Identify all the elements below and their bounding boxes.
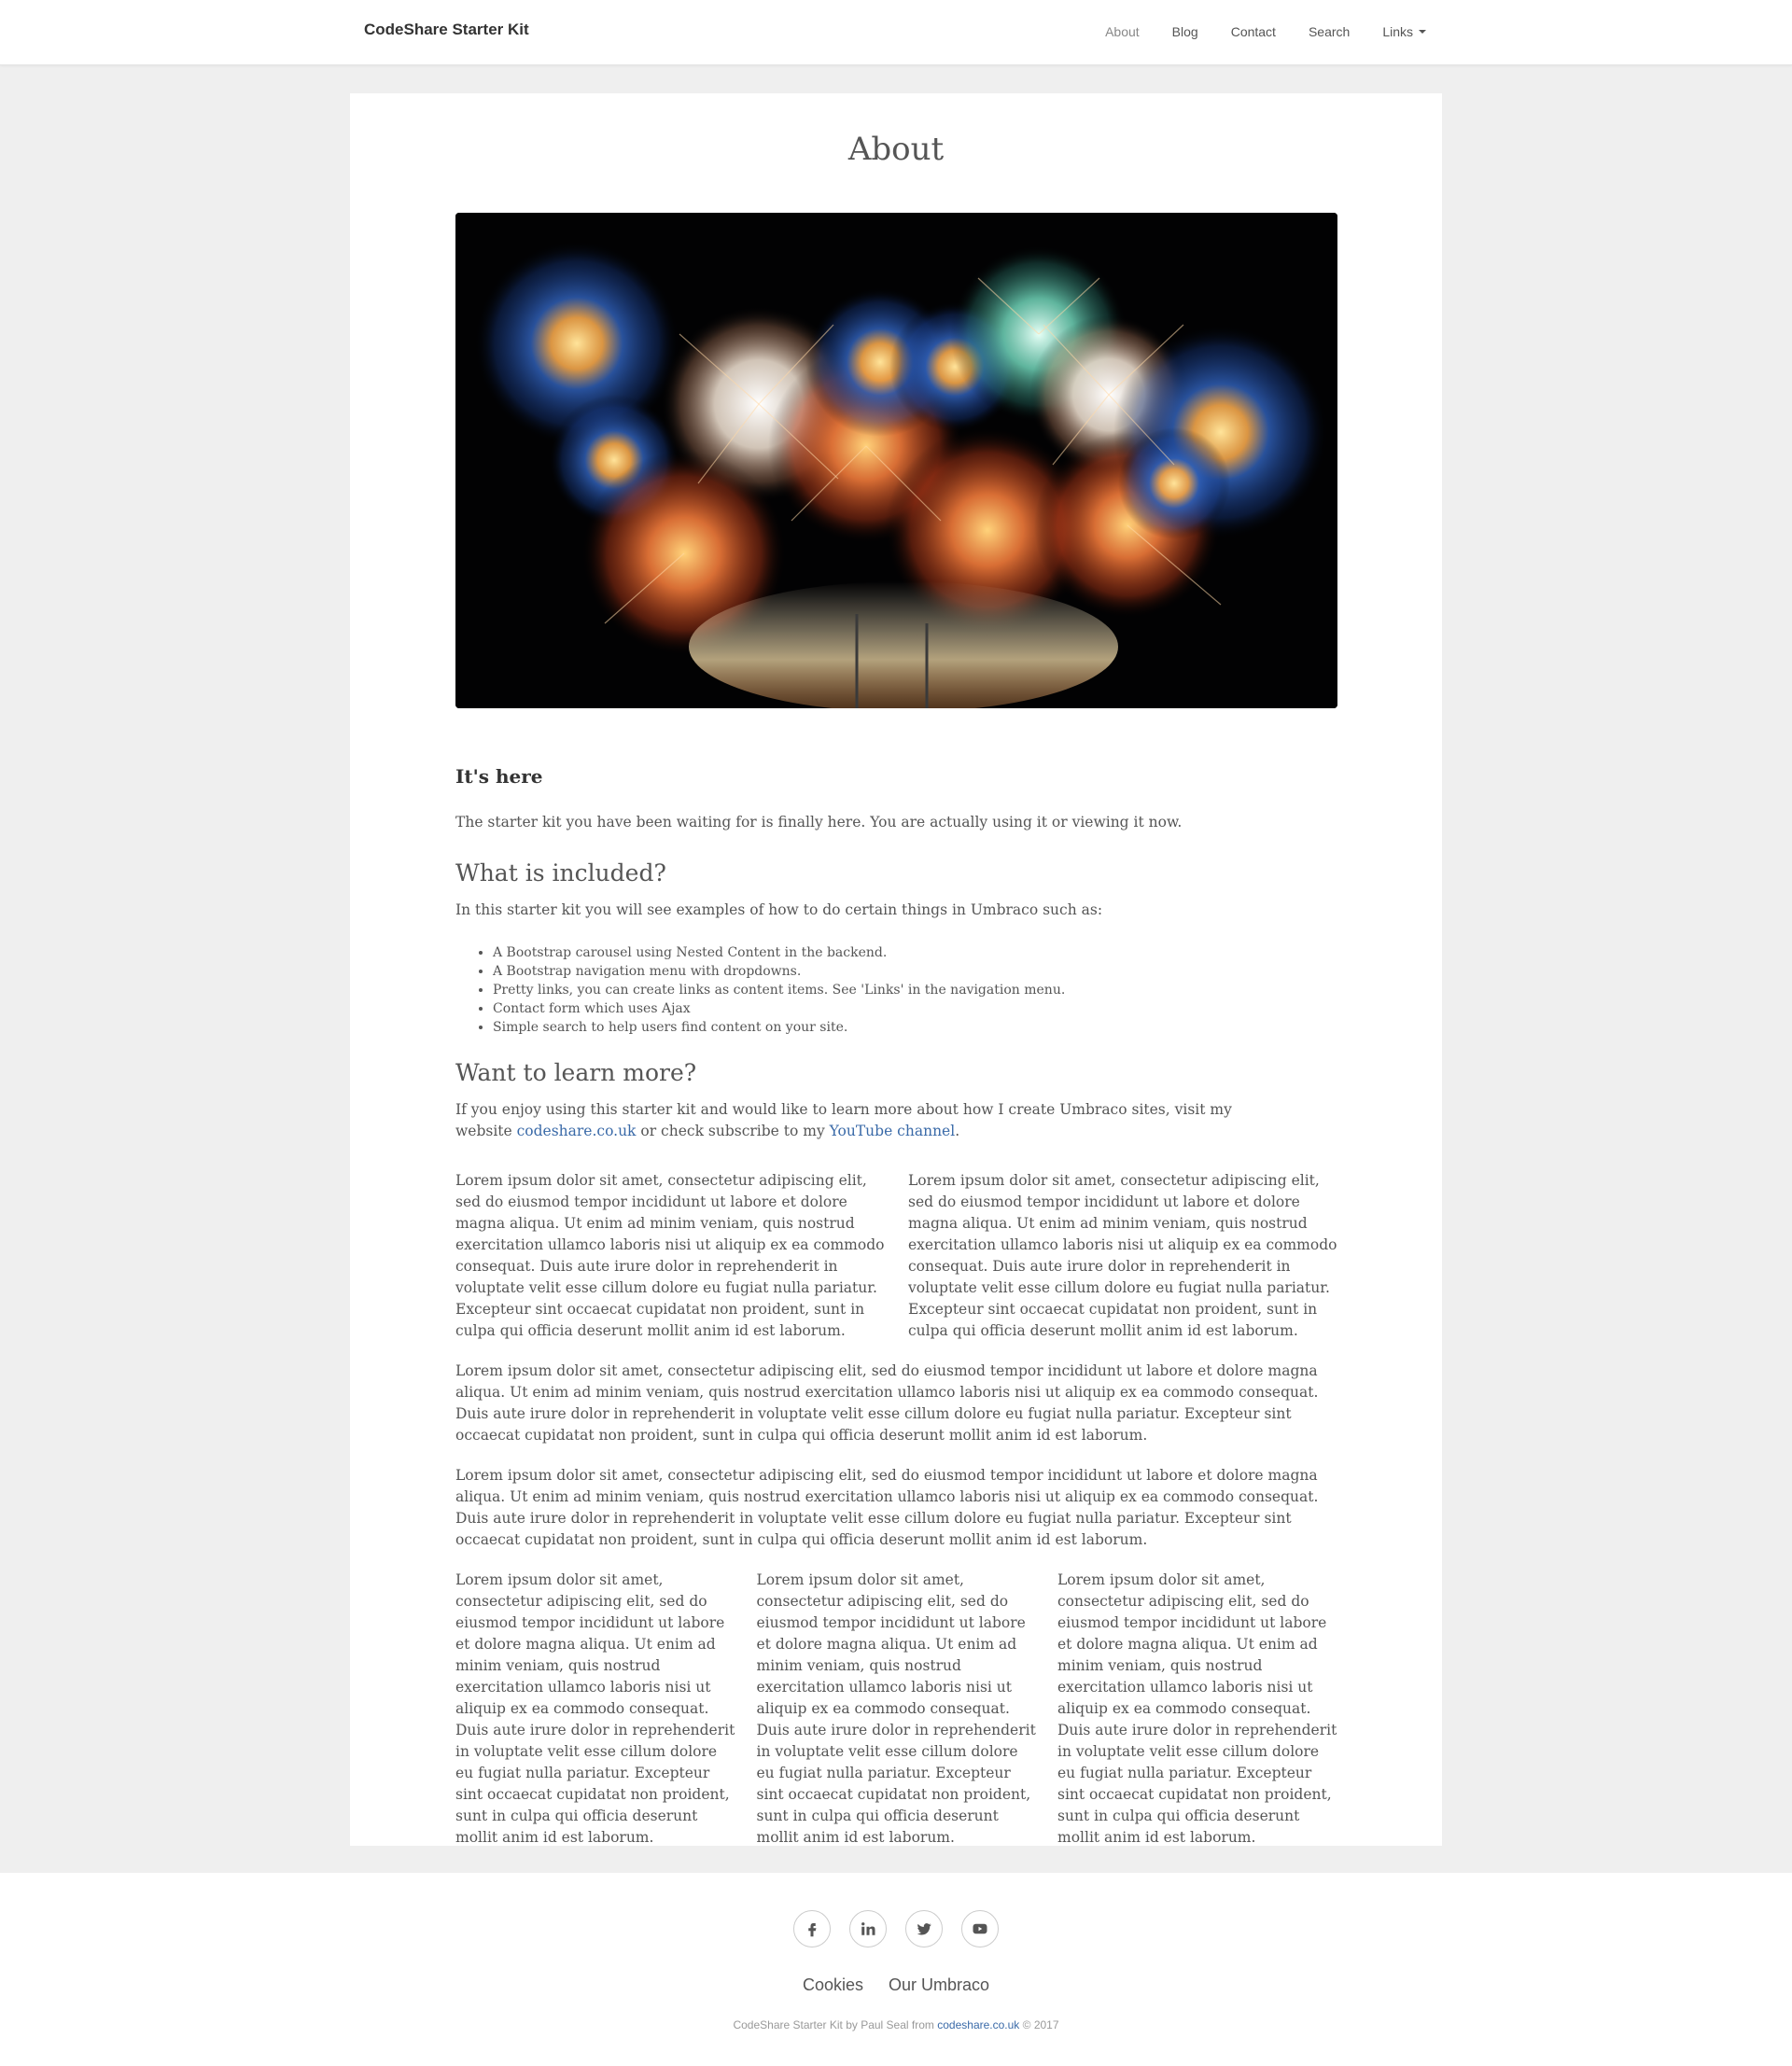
heading-what-included: What is included?: [455, 859, 666, 886]
lorem-full-1: Lorem ipsum dolor sit amet, consectetur adipiscing elit, sed do eiusmod tempor incididunt ut labore et dolore magna aliqua. Ut enim ad minim veniam, quis nostrud exercitation ullamco laboris nisi ut aliquip ex ea commodo consequat. Duis aute irure dolor in reprehenderit in voluptate velit esse cillum dolore eu fugiat nulla pariatur. Excepteur sint occaecat cupidatat non proident, sunt in culpa qui officia deserunt mollit anim id est laborum.: [455, 1362, 1319, 1444]
credit-year: © 2017: [1019, 2018, 1059, 2031]
footer-links: [0, 1975, 1792, 1995]
learn-text-4: .: [955, 1123, 960, 1139]
nav-item-search[interactable]: Search: [1308, 24, 1351, 39]
intro-paragraph: The starter kit you have been waiting for is finally here. You are actually using it or viewing it now.: [455, 814, 1183, 831]
article-content: [455, 765, 1337, 1849]
footer-link-cookies[interactable]: Cookies: [802, 1975, 863, 1994]
facebook-icon[interactable]: [793, 1910, 831, 1947]
fireworks-illustration: [455, 213, 1337, 708]
linkedin-icon[interactable]: [849, 1910, 887, 1947]
caret-down-icon: [1419, 30, 1426, 34]
learn-more-paragraph: [455, 1099, 1337, 1142]
twitter-icon[interactable]: [905, 1910, 943, 1947]
top-navbar: [0, 0, 1792, 65]
credit-text: CodeShare Starter Kit by Paul Seal from: [733, 2018, 938, 2031]
learn-text-3: or check subscribe to my: [636, 1123, 830, 1139]
nav-item-blog[interactable]: Blog: [1171, 24, 1198, 39]
brand-logo-link[interactable]: CodeShare Starter Kit: [364, 21, 529, 38]
codeshare-link[interactable]: codeshare.co.uk: [516, 1123, 637, 1139]
footer-link-our-umbraco[interactable]: Our Umbraco: [889, 1975, 990, 1994]
learn-text-1: If you enjoy using this starter kit and would like to learn more about how I create Umbraco sites, visit my: [455, 1101, 1232, 1118]
list-item: • Contact form which uses Ajax: [493, 999, 1337, 1018]
lorem-col-2: Lorem ipsum dolor sit amet, consectetur adipiscing elit, sed do eiusmod tempor incididunt ut labore et dolore magna aliqua. Ut enim ad minim veniam, quis nostrud exercitation ullamco laboris nisi ut aliquip ex ea commodo consequat. Duis aute irure dolor in reprehenderit in voluptate velit esse cillum dolore eu fugiat nulla pariatur. Excepteur sint occaecat cupidatat non proident, sunt in culpa qui officia deserunt mollit anim id est laborum.: [908, 1172, 1337, 1339]
nav-item-links-label: Links: [1382, 24, 1413, 39]
list-item: • Simple search to help users find content on your site.: [493, 1018, 1337, 1037]
lorem-col3-2: Lorem ipsum dolor sit amet, consectetur adipiscing elit, sed do eiusmod tempor incididunt ut labore et dolore magna aliqua. Ut enim ad minim veniam, quis nostrud exercitation ullamco laboris nisi ut aliquip ex ea commodo consequat. Duis aute irure dolor in reprehenderit in voluptate velit esse cillum dolore eu fugiat nulla pariatur. Excepteur sint occaecat cupidatat non proident, sunt in culpa qui officia deserunt mollit anim id est laborum.: [756, 1571, 1036, 1846]
site-footer: [0, 1873, 1792, 2066]
page-title: About: [847, 131, 945, 168]
list-item: • Pretty links, you can create links as content items. See 'Links' in the navigation menu.: [493, 981, 1337, 999]
youtube-icon[interactable]: [961, 1910, 999, 1947]
heading-its-here: It's here: [455, 765, 543, 788]
main-nav: [1072, 24, 1426, 39]
nav-item-contact[interactable]: Contact: [1230, 24, 1276, 39]
main-card: [350, 93, 1442, 1846]
social-links: [0, 1910, 1792, 1947]
nav-item-links[interactable]: [1382, 24, 1426, 39]
learn-text-2: website: [455, 1123, 517, 1139]
two-column-section: [455, 1170, 1337, 1342]
lorem-full-2: Lorem ipsum dolor sit amet, consectetur adipiscing elit, sed do eiusmod tempor incididunt ut labore et dolore magna aliqua. Ut enim ad minim veniam, quis nostrud exercitation ullamco laboris nisi ut aliquip ex ea commodo consequat. Duis aute irure dolor in reprehenderit in voluptate velit esse cillum dolore eu fugiat nulla pariatur. Excepteur sint occaecat cupidatat non proident, sunt in culpa qui officia deserunt mollit anim id est laborum.: [455, 1467, 1319, 1548]
credit-codeshare-link[interactable]: codeshare.co.uk: [937, 2018, 1020, 2031]
features-list: [493, 943, 1337, 1037]
footer-credit: [0, 2018, 1792, 2031]
hero-fireworks-image: [455, 213, 1337, 708]
lorem-col-1: Lorem ipsum dolor sit amet, consectetur adipiscing elit, sed do eiusmod tempor incididunt ut labore et dolore magna aliqua. Ut enim ad minim veniam, quis nostrud exercitation ullamco laboris nisi ut aliquip ex ea commodo consequat. Duis aute irure dolor in reprehenderit in voluptate velit esse cillum dolore eu fugiat nulla pariatur. Excepteur sint occaecat cupidatat non proident, sunt in culpa qui officia deserunt mollit anim id est laborum.: [455, 1172, 885, 1339]
nav-item-about[interactable]: About: [1105, 24, 1140, 39]
heading-learn-more: Want to learn more?: [455, 1059, 697, 1086]
lorem-col3-1: Lorem ipsum dolor sit amet, consectetur adipiscing elit, sed do eiusmod tempor incididunt ut labore et dolore magna aliqua. Ut enim ad minim veniam, quis nostrud exercitation ullamco laboris nisi ut aliquip ex ea commodo consequat. Duis aute irure dolor in reprehenderit in voluptate velit esse cillum dolore eu fugiat nulla pariatur. Excepteur sint occaecat cupidatat non proident, sunt in culpa qui officia deserunt mollit anim id est laborum.: [455, 1571, 735, 1846]
list-item: • A Bootstrap navigation menu with dropdowns.: [493, 962, 1337, 981]
lorem-col3-3: Lorem ipsum dolor sit amet, consectetur adipiscing elit, sed do eiusmod tempor incididunt ut labore et dolore magna aliqua. Ut enim ad minim veniam, quis nostrud exercitation ullamco laboris nisi ut aliquip ex ea commodo consequat. Duis aute irure dolor in reprehenderit in voluptate velit esse cillum dolore eu fugiat nulla pariatur. Excepteur sint occaecat cupidatat non proident, sunt in culpa qui officia deserunt mollit anim id est laborum.: [1057, 1571, 1337, 1846]
included-paragraph: In this starter kit you will see examples of how to do certain things in Umbraco such as:: [455, 901, 1103, 918]
youtube-channel-link[interactable]: YouTube channel: [829, 1123, 956, 1139]
list-item: • A Bootstrap carousel using Nested Content in the backend.: [493, 943, 1337, 962]
three-column-section: [455, 1570, 1337, 1849]
